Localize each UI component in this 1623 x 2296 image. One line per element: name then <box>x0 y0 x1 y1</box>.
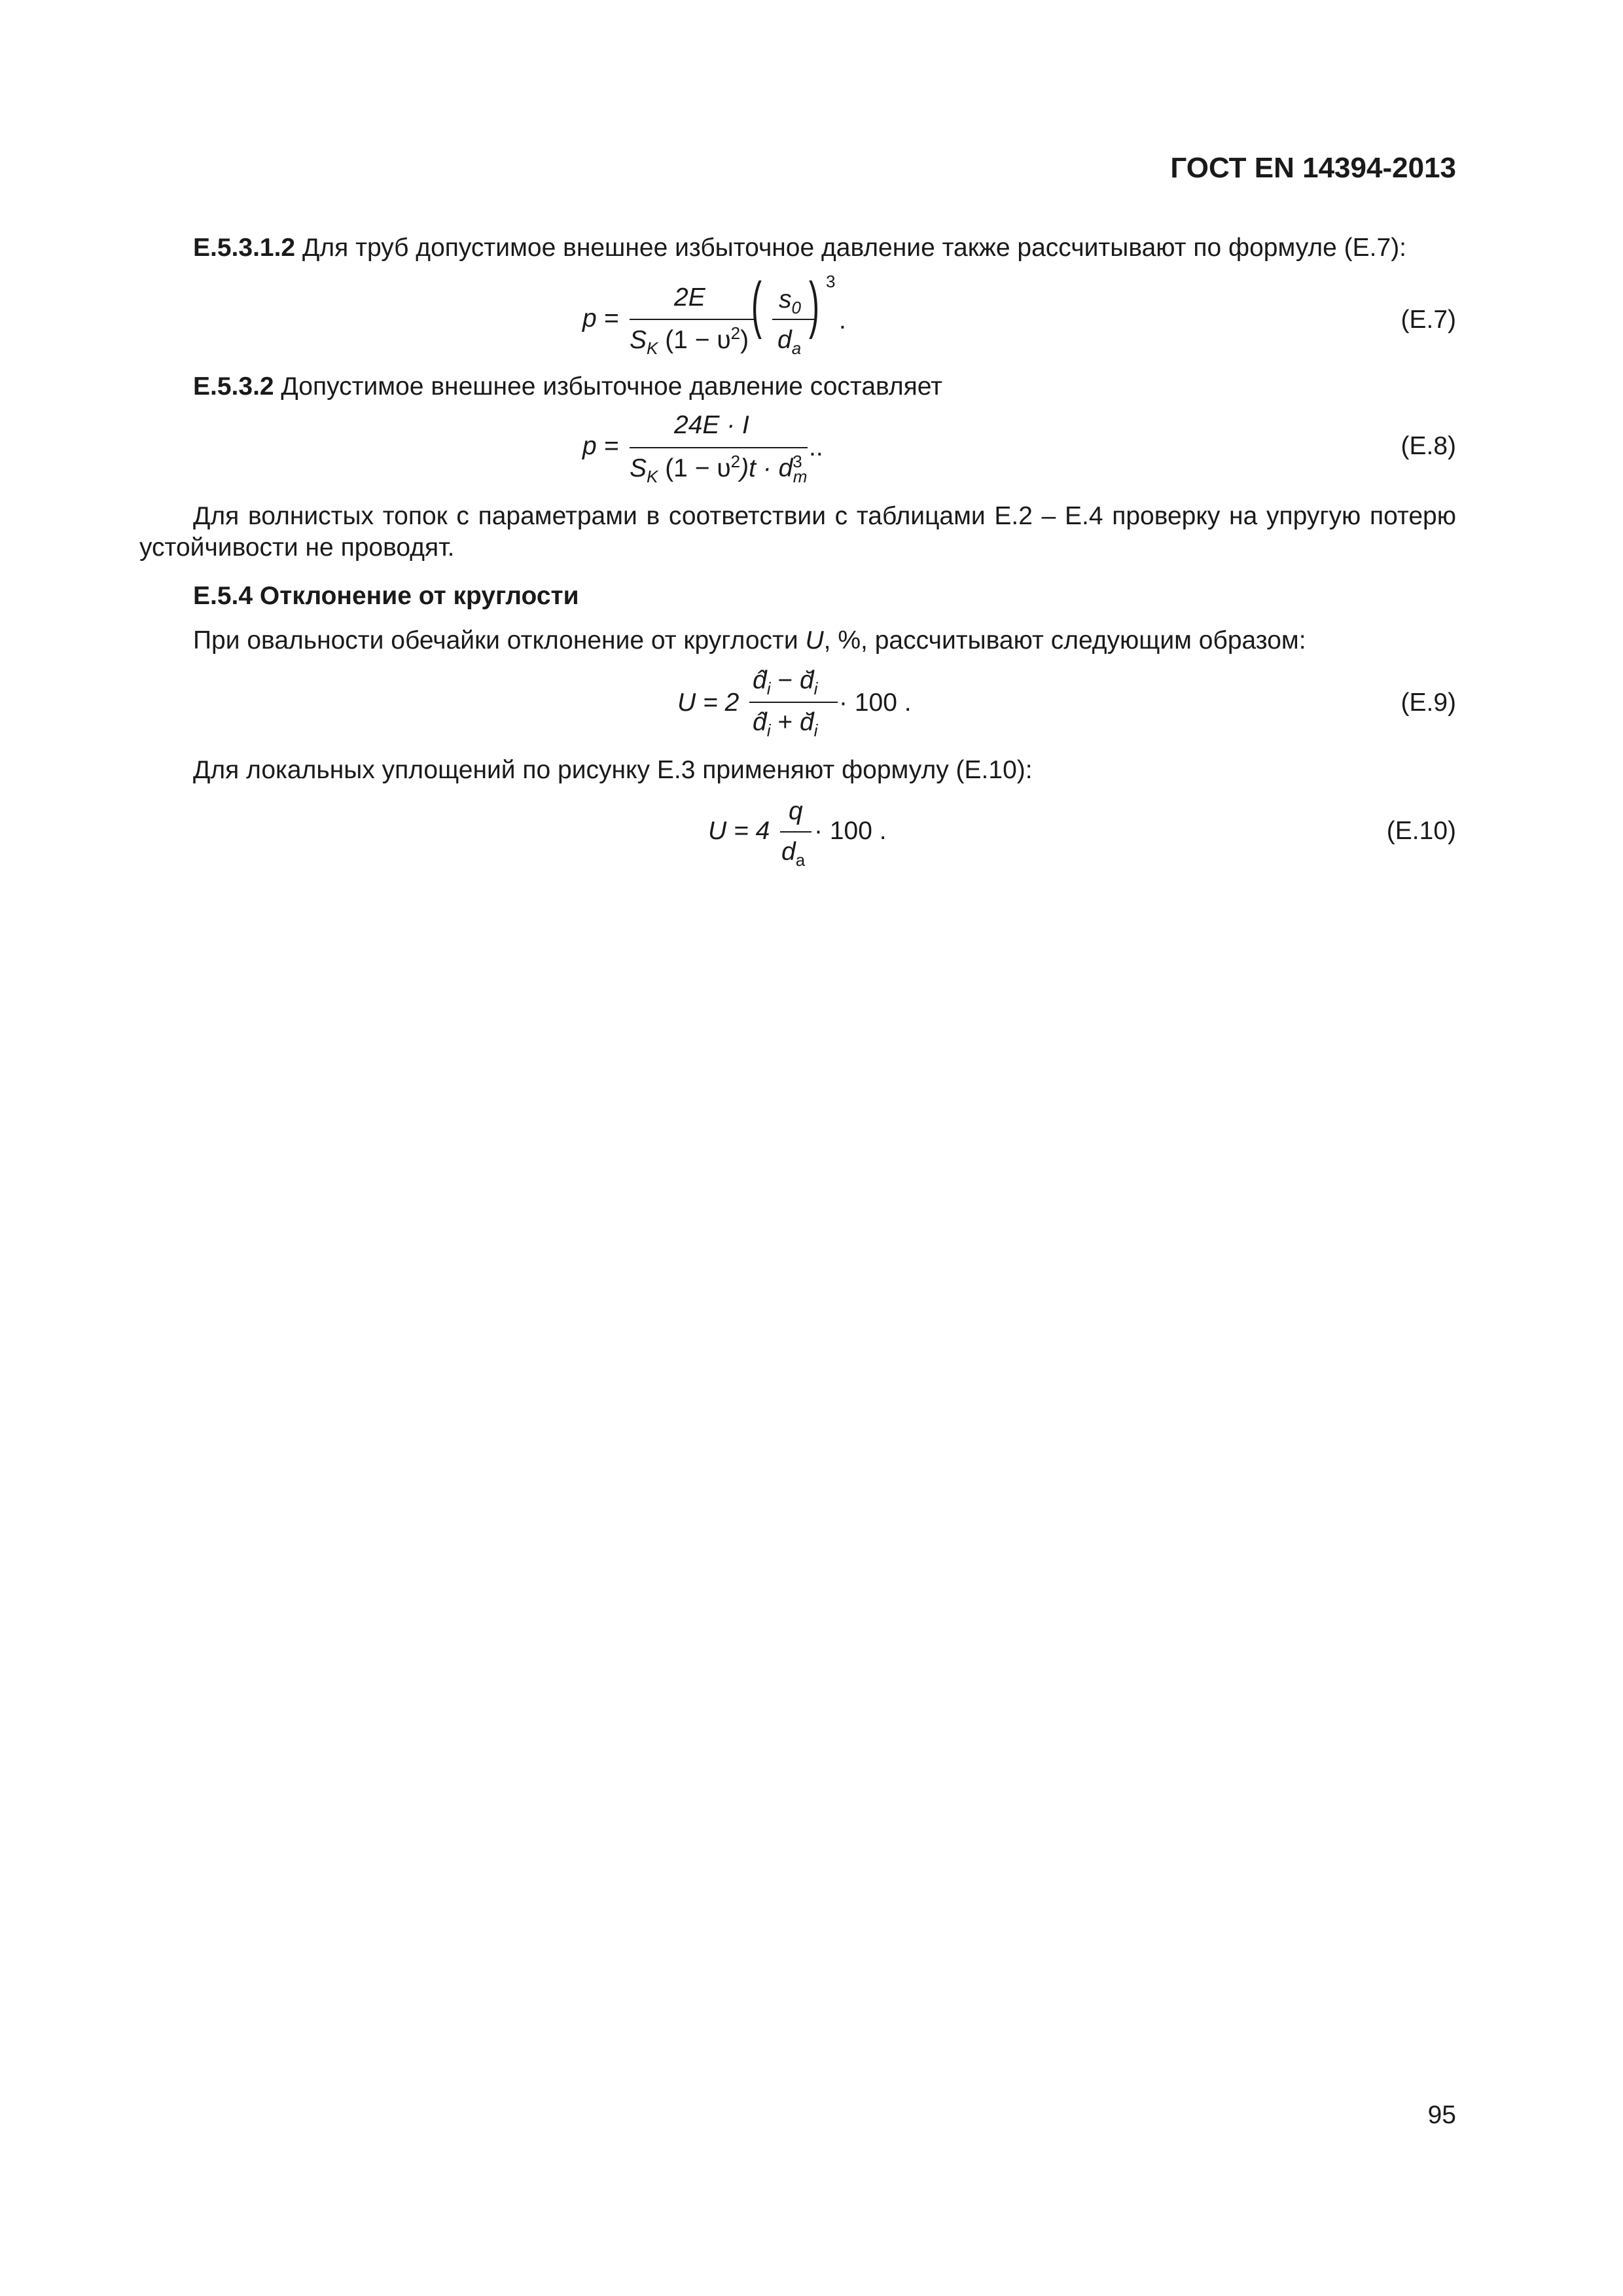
formula-numerator: 2E <box>674 283 705 312</box>
formula-lhs: U = 2 <box>677 689 740 717</box>
formula-label: (E.9) <box>1400 689 1456 717</box>
clause-number: E.5.3.2 <box>193 372 274 401</box>
formula-label: (E.10) <box>1386 817 1456 845</box>
clause-e5312 <box>193 232 1406 264</box>
formula-numerator: q <box>789 797 803 825</box>
formula-lhs: U = 4 <box>708 817 770 845</box>
formula-tail: · 100 . <box>839 689 912 717</box>
paragraph-ovality: При овальности обечайки отклонение от круглости U, %, рассчитывают следующим образом: <box>193 626 1306 655</box>
clause-e532 <box>193 371 942 403</box>
inner-denominator: $d_a$ <box>777 326 802 358</box>
fraction-bar <box>630 319 754 320</box>
formula-tail: . <box>839 306 846 334</box>
paren-left: ( <box>751 270 762 340</box>
section-heading-e54: E.5.4 Отклонение от круглости <box>193 582 579 610</box>
formula-denominator: $d_a$ <box>781 838 806 870</box>
formula-numerator: 24E · I <box>674 411 749 439</box>
page-number: 95 <box>1427 2101 1456 2129</box>
formula-tail: .. <box>809 433 823 461</box>
formula-tail: · 100 . <box>814 817 887 845</box>
clause-text: Допустимое внешнее избыточное давление составляет <box>274 372 943 401</box>
formula-lhs: p = <box>582 304 619 332</box>
formula-denominator: $S_K$ $(1 - \upsilon^2)$ <box>630 323 749 358</box>
inner-fraction-bar <box>772 319 814 320</box>
formula-denominator: $S_K$ $(1 - \upsilon^2)t \cdot d^3_m$ <box>630 452 808 486</box>
fraction-bar <box>749 702 838 703</box>
formula-label: (E.7) <box>1400 306 1456 334</box>
fraction-bar <box>630 447 808 448</box>
fraction-bar <box>780 831 812 833</box>
exponent: 3 <box>826 272 836 291</box>
clause-number: E.5.3.1.2 <box>193 234 296 262</box>
formula-label: (E.8) <box>1400 432 1456 460</box>
formula-lhs: p = <box>582 432 619 460</box>
formula-numerator: $d̂_i$ − $d̆_i$ <box>753 666 818 698</box>
formula-denominator: $d̂_i$ + $d̆_i$ <box>753 708 818 740</box>
paragraph-corrugated: Для волнистых топок с параметрами в соответствии с таблицами E.2 – E.4 проверку на упругую потерю устойчивости не проводят. <box>139 502 1456 562</box>
paragraph-flattening: Для локальных уплощений по рисунку E.3 применяют формулу (E.10): <box>193 756 1033 784</box>
paren-right: ) <box>808 270 819 340</box>
inner-numerator: $s_0$ <box>779 285 801 317</box>
document-code: ГОСТ EN 14394-2013 <box>1170 152 1456 184</box>
clause-text: Для труб допустимое внешнее избыточное давление также рассчитывают по формуле (E.7): <box>295 234 1407 262</box>
